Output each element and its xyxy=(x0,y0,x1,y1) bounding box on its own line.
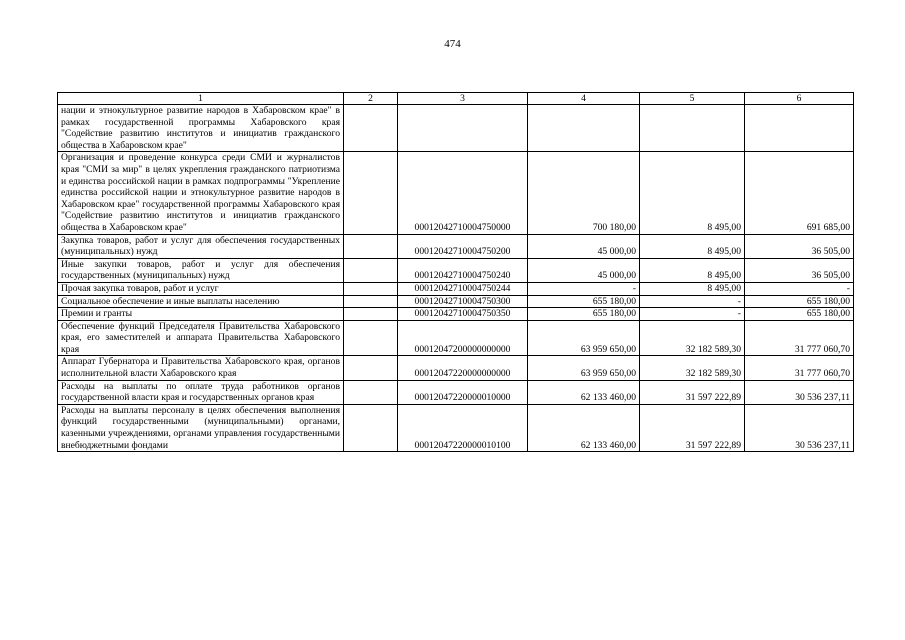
table-row xyxy=(58,105,854,152)
table-row xyxy=(58,380,854,404)
row-amount-col4: 62 133 460,00 xyxy=(528,404,640,451)
row-amount-col4: 63 959 650,00 xyxy=(528,356,640,380)
row-description: Аппарат Губернатора и Правительства Хабаровского края, органов исполнительной власти Хабаровского края xyxy=(58,356,344,380)
row-col2 xyxy=(344,404,398,451)
row-code: 00012042710004750300 xyxy=(398,295,528,308)
column-header: 5 xyxy=(640,93,745,105)
row-amount-col6: 30 536 237,11 xyxy=(745,380,854,404)
row-amount-col6 xyxy=(745,105,854,152)
row-amount-col6: 31 777 060,70 xyxy=(745,356,854,380)
row-description: Организация и проведение конкурса среди СМИ и журналистов края "СМИ за мир" в целях укрепления гражданского патриотизма и единства российской нации в рамках подпрограммы "Укрепление единства российской нации и этнокультурное развитие народов в Хабаровском крае" государственной программы Хабаровского края "Содействие развитию институтов и инициатив гражданского общества в Хабаровском крае" xyxy=(58,152,344,234)
page-number: 474 xyxy=(444,38,461,50)
column-header: 4 xyxy=(528,93,640,105)
row-amount-col5: 31 597 222,89 xyxy=(640,404,745,451)
table-row xyxy=(58,234,854,258)
row-col2 xyxy=(344,308,398,321)
row-amount-col4: 45 000,00 xyxy=(528,258,640,282)
row-col2 xyxy=(344,320,398,356)
row-amount-col4: 655 180,00 xyxy=(528,295,640,308)
row-amount-col5 xyxy=(640,105,745,152)
row-amount-col5: 8 495,00 xyxy=(640,234,745,258)
row-code: 00012042710004750200 xyxy=(398,234,528,258)
row-description: нации и этнокультурное развитие народов в Хабаровском крае" в рамках государственной программы Хабаровского края "Содействие развитию институтов и инициатив гражданского общества в Хабаровском крае" xyxy=(58,105,344,152)
header-row xyxy=(58,93,854,105)
row-col2 xyxy=(344,258,398,282)
row-col2 xyxy=(344,356,398,380)
column-header: 3 xyxy=(398,93,528,105)
row-description: Расходы на выплаты по оплате труда работников органов государственной власти края и государственных органов края xyxy=(58,380,344,404)
row-amount-col6: 655 180,00 xyxy=(745,295,854,308)
column-header: 2 xyxy=(344,93,398,105)
table-body xyxy=(58,105,854,452)
row-amount-col4: - xyxy=(528,282,640,295)
row-amount-col5: - xyxy=(640,308,745,321)
row-amount-col6: 655 180,00 xyxy=(745,308,854,321)
row-amount-col6: 691 685,00 xyxy=(745,152,854,234)
row-code: 00012042710004750244 xyxy=(398,282,528,295)
row-amount-col4: 62 133 460,00 xyxy=(528,380,640,404)
table-row xyxy=(58,152,854,234)
row-amount-col5: 8 495,00 xyxy=(640,258,745,282)
row-code: 00012042710004750000 xyxy=(398,152,528,234)
row-code: 00012047220000010100 xyxy=(398,404,528,451)
row-amount-col5: 8 495,00 xyxy=(640,282,745,295)
row-amount-col4: 45 000,00 xyxy=(528,234,640,258)
row-amount-col5: 31 597 222,89 xyxy=(640,380,745,404)
row-col2 xyxy=(344,380,398,404)
column-header: 6 xyxy=(745,93,854,105)
row-description: Обеспечение функций Председателя Правительства Хабаровского края, его заместителей и аппарата Правительства Хабаровского края xyxy=(58,320,344,356)
row-description: Иные закупки товаров, работ и услуг для обеспечения государственных (муниципальных) нужд xyxy=(58,258,344,282)
row-amount-col5: 32 182 589,30 xyxy=(640,356,745,380)
row-amount-col5: - xyxy=(640,295,745,308)
row-description: Закупка товаров, работ и услуг для обеспечения государственных (муниципальных) нужд xyxy=(58,234,344,258)
table-row xyxy=(58,258,854,282)
row-amount-col5: 8 495,00 xyxy=(640,152,745,234)
table-row xyxy=(58,356,854,380)
table-row xyxy=(58,308,854,321)
row-amount-col4: 655 180,00 xyxy=(528,308,640,321)
table-row xyxy=(58,295,854,308)
row-col2 xyxy=(344,295,398,308)
budget-table xyxy=(57,92,854,452)
row-code: 00012047220000000000 xyxy=(398,356,528,380)
row-code: 00012047200000000000 xyxy=(398,320,528,356)
column-header: 1 xyxy=(58,93,344,105)
row-amount-col6: - xyxy=(745,282,854,295)
row-code: 00012042710004750240 xyxy=(398,258,528,282)
row-amount-col4: 63 959 650,00 xyxy=(528,320,640,356)
row-col2 xyxy=(344,234,398,258)
row-code: 00012047220000010000 xyxy=(398,380,528,404)
row-amount-col6: 31 777 060,70 xyxy=(745,320,854,356)
row-amount-col4: 700 180,00 xyxy=(528,152,640,234)
row-amount-col6: 30 536 237,11 xyxy=(745,404,854,451)
row-col2 xyxy=(344,105,398,152)
table-row xyxy=(58,320,854,356)
row-amount-col4 xyxy=(528,105,640,152)
table-row xyxy=(58,404,854,451)
row-amount-col6: 36 505,00 xyxy=(745,234,854,258)
row-description: Прочая закупка товаров, работ и услуг xyxy=(58,282,344,295)
row-col2 xyxy=(344,152,398,234)
table-row xyxy=(58,282,854,295)
row-code xyxy=(398,105,528,152)
row-description: Расходы на выплаты персоналу в целях обеспечения выполнения функций государственными (муниципальными) органами, казенными учреждениями, органами управления государственными внебюджетными фондами xyxy=(58,404,344,451)
row-col2 xyxy=(344,282,398,295)
row-description: Премии и гранты xyxy=(58,308,344,321)
row-code: 00012042710004750350 xyxy=(398,308,528,321)
row-amount-col5: 32 182 589,30 xyxy=(640,320,745,356)
row-description: Социальное обеспечение и иные выплаты населению xyxy=(58,295,344,308)
row-amount-col6: 36 505,00 xyxy=(745,258,854,282)
